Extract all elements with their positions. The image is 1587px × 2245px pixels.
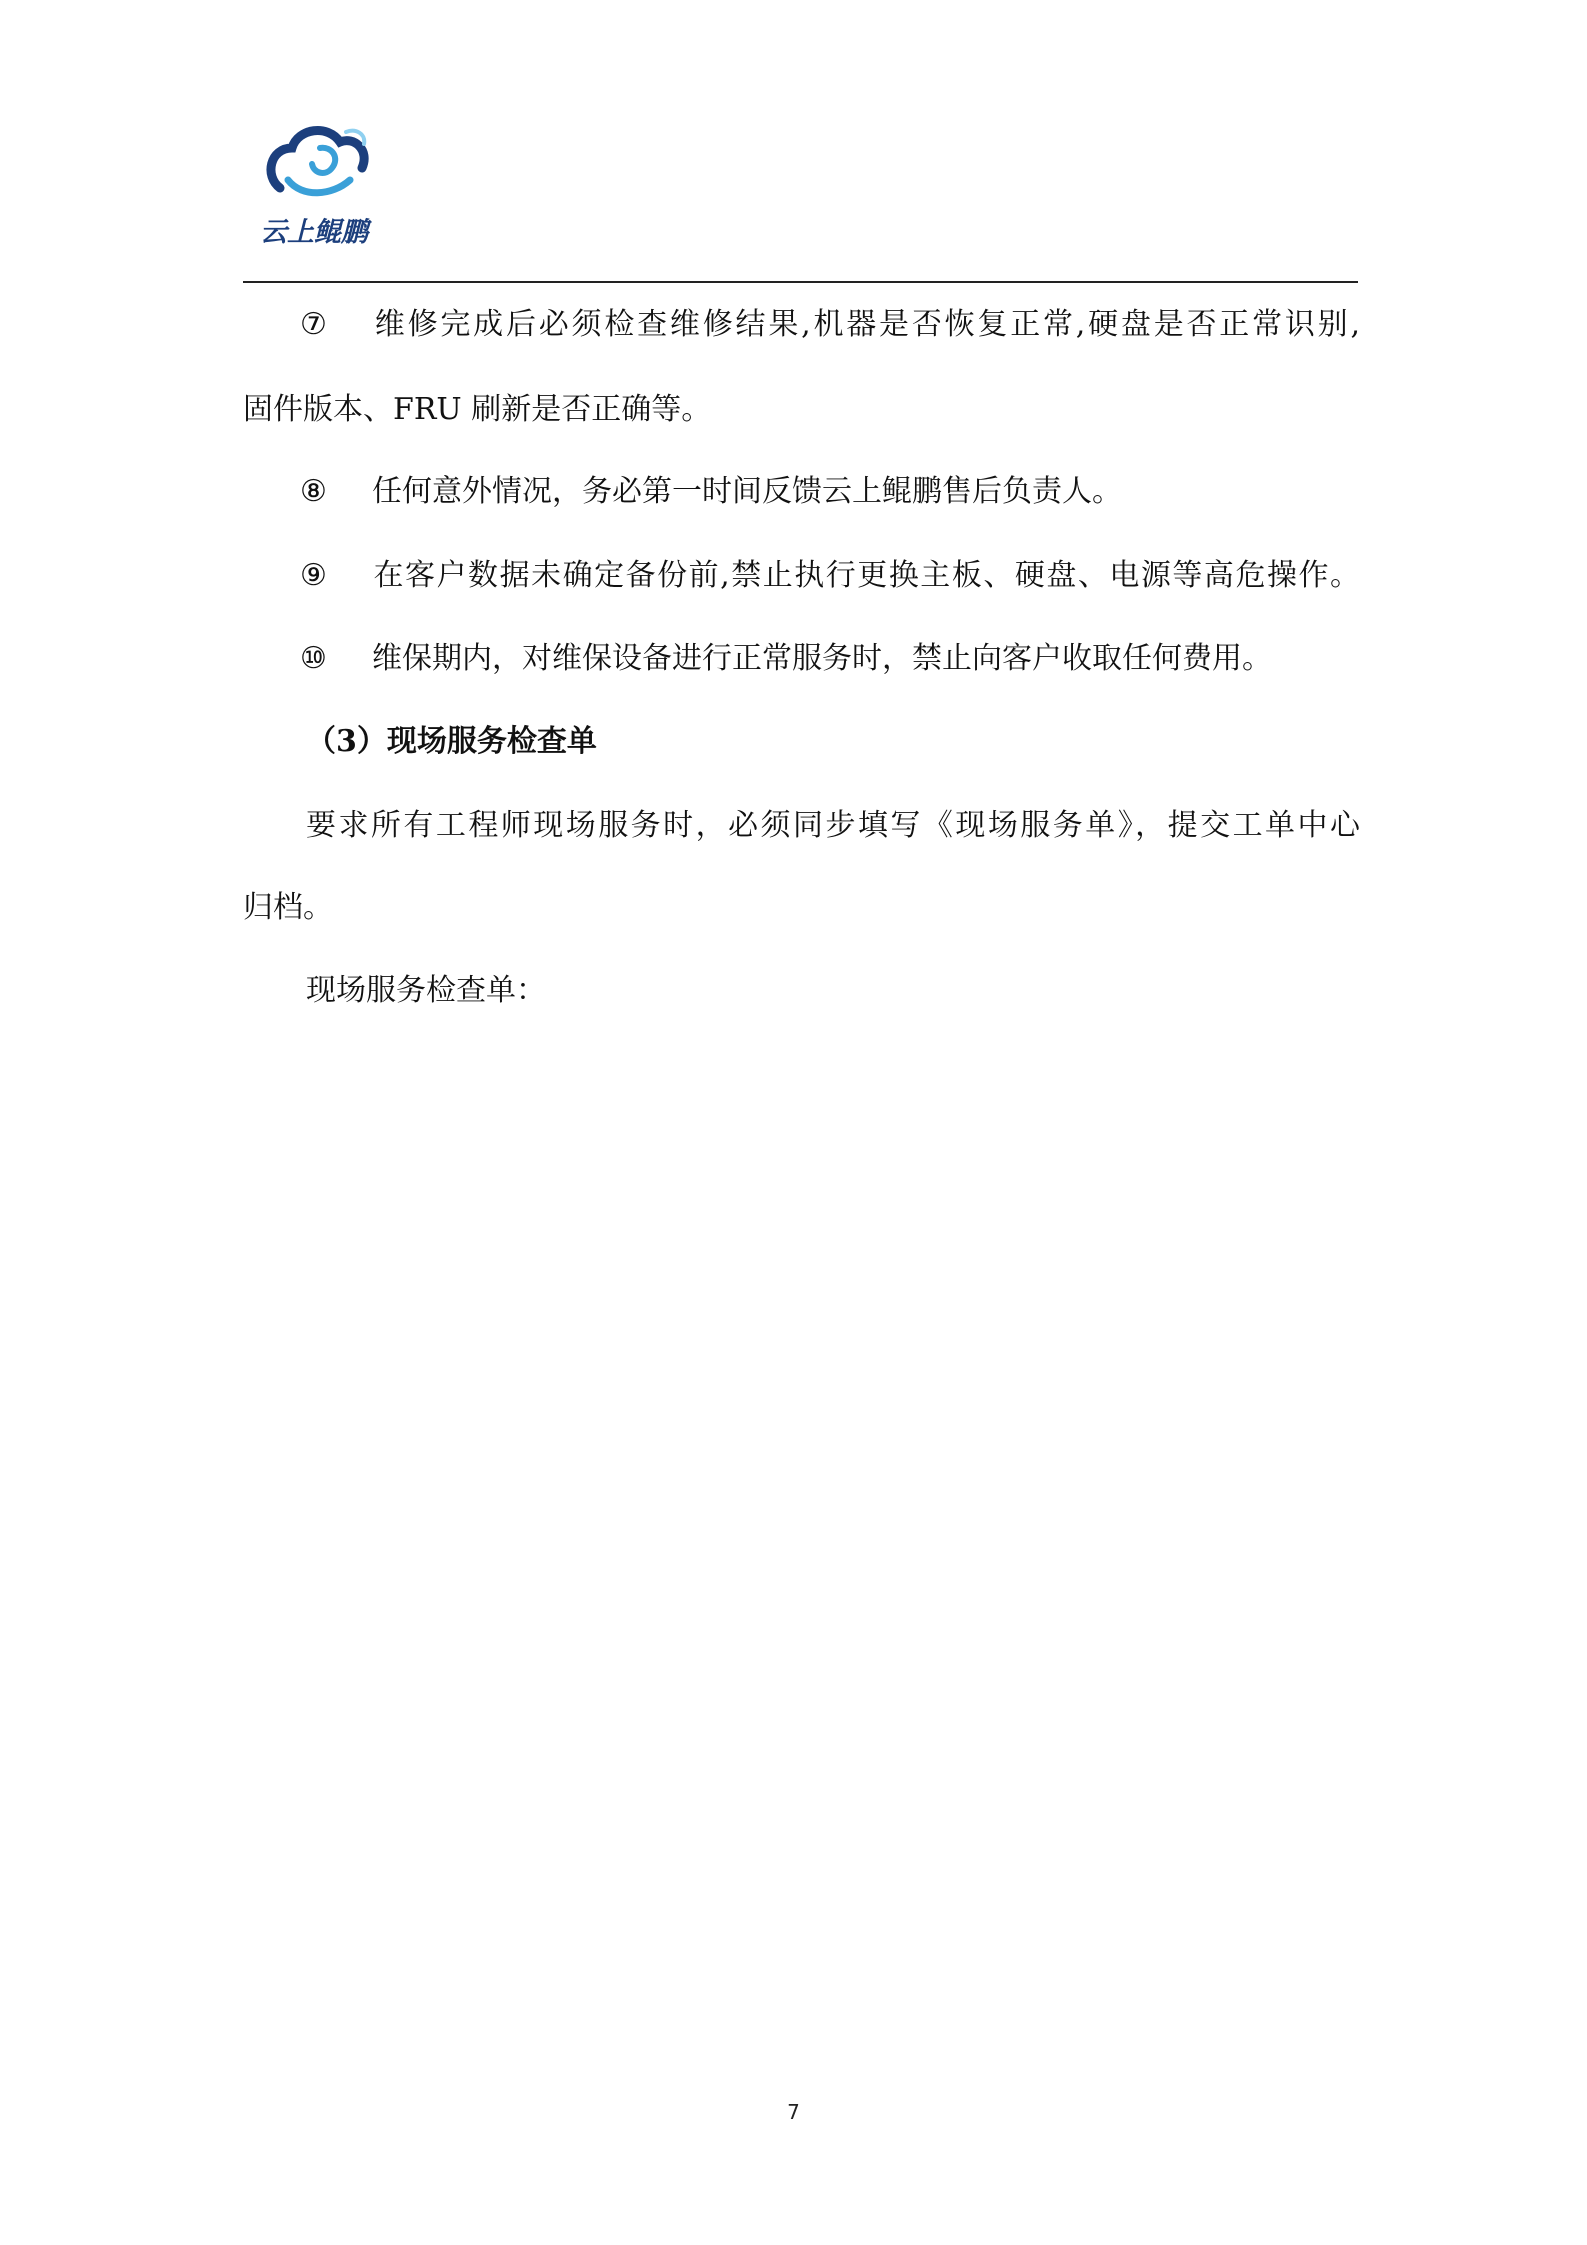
item-number: ⑨ — [300, 558, 327, 593]
paragraph-line: 归档。 — [243, 890, 333, 925]
logo-text: 云上鲲鹏 — [260, 217, 368, 248]
item-text: 维保期内，对维保设备进行正常服务时，禁止向客户收取任何费用。 — [372, 641, 1272, 676]
item-number: ⑧ — [300, 474, 327, 509]
list-item — [300, 639, 1360, 679]
page-number: 7 — [787, 2100, 800, 2124]
item-number: ⑦ — [300, 307, 327, 342]
item-continuation: 固件版本、FRU 刷新是否正确等。 — [243, 392, 712, 427]
item-text: 在客户数据未确定备份前,禁止执行更换主板、硬盘、电源等高危操作。 — [372, 558, 1360, 593]
checklist-label: 现场服务检查单： — [306, 973, 546, 1008]
company-logo — [252, 118, 392, 248]
list-item — [300, 305, 1360, 345]
list-item — [300, 556, 1360, 596]
paragraph-line: 要求所有工程师现场服务时，必须同步填写《现场服务单》，提交工单中心 — [306, 808, 1360, 843]
list-item — [300, 472, 1360, 512]
item-text: 维修完成后必须检查维修结果,机器是否恢复正常,硬盘是否正常识别, — [372, 307, 1360, 342]
item-number: ⑩ — [300, 641, 327, 676]
header-divider — [243, 281, 1358, 283]
cloud-swirl-logo-icon — [262, 118, 382, 208]
item-text: 任何意外情况，务必第一时间反馈云上鲲鹏售后负责人。 — [372, 474, 1122, 509]
section-heading: （3）现场服务检查单 — [306, 724, 597, 759]
